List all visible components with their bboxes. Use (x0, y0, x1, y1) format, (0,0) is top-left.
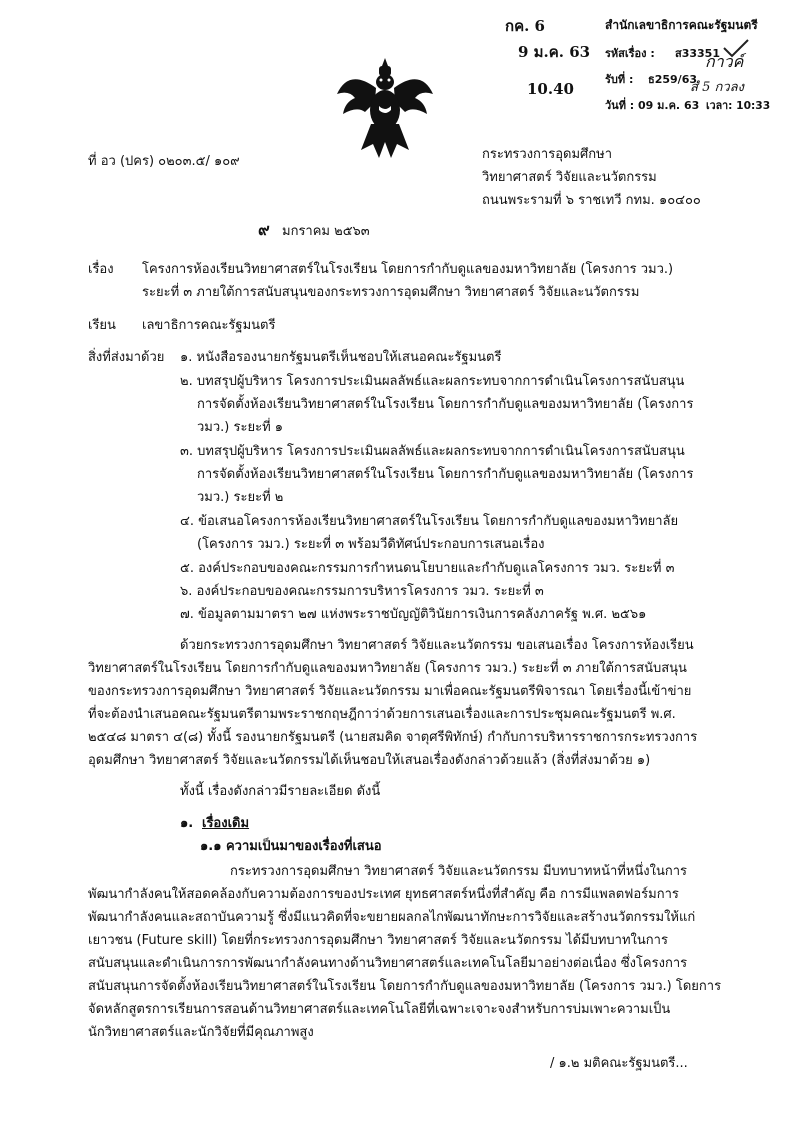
enclosure-item-2-cont2: วมว.) ระยะที่ ๑ (197, 420, 284, 435)
body-para2: ทั้งนี้ เรื่องดังกล่าวมีรายละเอียด ดังนี้ (180, 784, 381, 799)
section-1-number: ๑. (180, 816, 194, 831)
body-para1-line-1: ด้วยกระทรวงการอุดมศึกษา วิทยาศาสตร์ วิจัยและนวัตกรรม ขอเสนอเรื่อง โครงการห้องเรียน (180, 638, 694, 653)
body-para3-line-1: กระทรวงการอุดมศึกษา วิทยาศาสตร์ วิจัยและนวัตกรรม มีบทบาทหน้าที่หนึ่งในการ (230, 864, 688, 879)
section-1-title: เรื่องเดิม (202, 816, 250, 831)
enclosures-label: สิ่งที่ส่งมาด้วย (88, 350, 165, 365)
body-para1-line-5: ๒๕๔๘ มาตรา ๔(๘) ทั้งนี้ รองนายกรัฐมนตรี (นายสมคิด จาตุศรีพิทักษ์) กำกับการบริหารราชการกระทรวงการ (88, 730, 698, 745)
enclosure-item-3-cont2: วมว.) ระยะที่ ๒ (197, 490, 284, 505)
body-para3-line-8: นักวิทยาศาสตร์และนักวิจัยที่มีคุณภาพสูง (88, 1025, 314, 1040)
continuation-note: / ๑.๒ มติคณะรัฐมนตรี... (550, 1056, 688, 1071)
garuda-emblem-icon (335, 58, 435, 160)
subject-line-1: โครงการห้องเรียนวิทยาศาสตร์ในโรงเรียน โดยการกำกับดูแลของมหาวิทยาลัย (โครงการ วมว.) (142, 262, 674, 277)
enclosure-item-6: ๖. องค์ประกอบของคณะกรรมการบริหารโครงการ วมว. ระยะที่ ๓ (180, 584, 544, 599)
sender-line-3: ถนนพระรามที่ ๖ ราชเทวี กทม. ๑๐๔๐๐ (482, 193, 701, 208)
receipt-number-label: รับที่ : (605, 73, 634, 86)
subject-label: เรื่อง (88, 262, 114, 277)
enclosure-item-3: ๓. บทสรุปผู้บริหาร โครงการประเมินผลลัพธ์และผลกระทบจากการดำเนินโครงการสนับสนุน (180, 444, 685, 459)
body-para1-line-4: ที่จะต้องนำเสนอคณะรัฐมนตรีตามพระราชกฤษฎีกาว่าด้วยการเสนอเรื่องและการประชุมคณะรัฐมนตรี พ.ศ. (88, 707, 676, 722)
enclosure-item-4: ๔. ข้อเสนอโครงการห้องเรียนวิทยาศาสตร์ในโรงเรียน โดยการกำกับดูแลของมหาวิทยาลัย (180, 514, 679, 529)
enclosure-item-4-cont: (โครงการ วมว.) ระยะที่ ๓ พร้อมวีดิทัศน์ประกอบการเสนอเรื่อง (197, 537, 545, 552)
body-para3-line-7: จัดหลักสูตรการเรียนการสอนด้านวิทยาศาสตร์และเทคโนโลยีที่เฉพาะเจาะจงสำหรับการบ่มเพาะความเป็น (88, 1002, 671, 1017)
receipt-time-handwritten: 10.40 (527, 80, 574, 98)
enclosure-item-7: ๗. ข้อมูลตามมาตรา ๒๗ แห่งพระราชบัญญัติวินัยการเงินการคลังภาครัฐ พ.ศ. ๒๕๖๑ (180, 607, 647, 622)
body-para1-line-3: ของกระทรวงการอุดมศึกษา วิทยาศาสตร์ วิจัยและนวัตกรรม มาเพื่อคณะรัฐมนตรีพิจารณา โดยเรื่องนี้เข้าข่าย (88, 684, 692, 699)
enclosure-item-3-cont: การจัดตั้งห้องเรียนวิทยาศาสตร์ในโรงเรียน โดยการกำกับดูแลของมหาวิทยาลัย (โครงการ (197, 467, 694, 482)
enclosure-item-5: ๕. องค์ประกอบของคณะกรรมการกำหนดนโยบายและกำกับดูแลโครงการ วมว. ระยะที่ ๓ (180, 561, 675, 576)
body-para1-line-6: อุดมศึกษา วิทยาศาสตร์ วิจัยและนวัตกรรมได้เห็นชอบให้เสนอเรื่องดังกล่าวด้วยแล้ว (สิ่งที่ส่งมาด้วย ๑) (88, 753, 651, 768)
handwritten-note-2: สํ 5 กวลง (690, 80, 744, 95)
sender-line-1: กระทรวงการอุดมศึกษา (482, 147, 612, 162)
receipt-date-label: วันที่ : 09 ม.ค. 63 (605, 99, 700, 112)
body-para3-line-3: พัฒนากำลังคนและสถาบันความรู้ ซึ่งมีแนวคิดที่จะขยายผลกลไกพัฒนาทักษะการวิจัยและสร้างนวัตกรรมให้แก่ (88, 910, 696, 925)
receipt-time-label: เวลา: 10:33 (706, 99, 771, 112)
body-para3-line-5: สนับสนุนและดำเนินการการพัฒนากำลังคนทางด้านวิทยาศาสตร์และเทคโนโลยีมาอย่างต่อเนื่อง ซึ่งโครงการ (88, 956, 688, 971)
enclosure-item-1: ๑. หนังสือรองนายกรัฐมนตรีเห็นชอบให้เสนอคณะรัฐมนตรี (180, 350, 502, 365)
checkmark-icon (722, 38, 750, 58)
sender-line-2: วิทยาศาสตร์ วิจัยและนวัตกรรม (482, 170, 657, 185)
receipt-number-value: ธ259/63 (648, 73, 698, 86)
addressee-label: เรียน (88, 318, 116, 333)
body-para3-line-4: เยาวชน (Future skill) โดยที่กระทรวงการอุดมศึกษา วิทยาศาสตร์ วิจัยและนวัตกรรม ได้มีบทบาทในการ (88, 933, 668, 948)
receipt-code-label: รหัสเรื่อง : (605, 47, 655, 60)
enclosure-item-2-cont: การจัดตั้งห้องเรียนวิทยาศาสตร์ในโรงเรียน โดยการกำกับดูแลของมหาวิทยาลัย (โครงการ (197, 397, 694, 412)
enclosure-item-2: ๒. บทสรุปผู้บริหาร โครงการประเมินผลลัพธ์และผลกระทบจากการดำเนินโครงการสนับสนุน (180, 374, 685, 389)
handwritten-note-1: กาวค์ (705, 52, 744, 71)
receipt-office: สำนักเลขาธิการคณะรัฐมนตรี (605, 18, 758, 32)
body-para3-line-2: พัฒนากำลังคนให้สอดคล้องกับความต้องการของประเทศ ยุทธศาสตร์หนึ่งที่สำคัญ คือ การมีแพลตฟอร์มการ (88, 887, 679, 902)
subject-line-2: ระยะที่ ๓ ภายใต้การสนับสนุนของกระทรวงการอุดมศึกษา วิทยาศาสตร์ วิจัยและนวัตกรรม (142, 285, 640, 300)
receipt-code-value: ส33351 (675, 47, 720, 60)
document-number: ที่ อว (ปคร) ๐๒๐๓.๕/ ๑๐๙ (88, 154, 240, 169)
body-para1-line-2: วิทยาศาสตร์ในโรงเรียน โดยการกำกับดูแลของมหาวิทยาลัย (โครงการ วมว.) ระยะที่ ๓ ภายใต้การสนับสนุน (88, 661, 687, 676)
date-day: ๙ (258, 220, 270, 239)
addressee-value: เลขาธิการคณะรัฐมนตรี (142, 318, 276, 333)
body-para3-line-6: สนับสนุนการจัดตั้งห้องเรียนวิทยาศาสตร์ในโรงเรียน โดยการกำกับดูแลของมหาวิทยาลัย (โครงการ วมว.) โดยการ (88, 979, 722, 994)
receipt-date-handwritten: 9 ม.ค. 63 (518, 43, 591, 61)
date-month-year: มกราคม ๒๕๖๓ (282, 224, 370, 239)
receipt-mark: กค. 6 (505, 17, 545, 35)
section-1-1-title: ๑.๑ ความเป็นมาของเรื่องที่เสนอ (200, 839, 382, 854)
